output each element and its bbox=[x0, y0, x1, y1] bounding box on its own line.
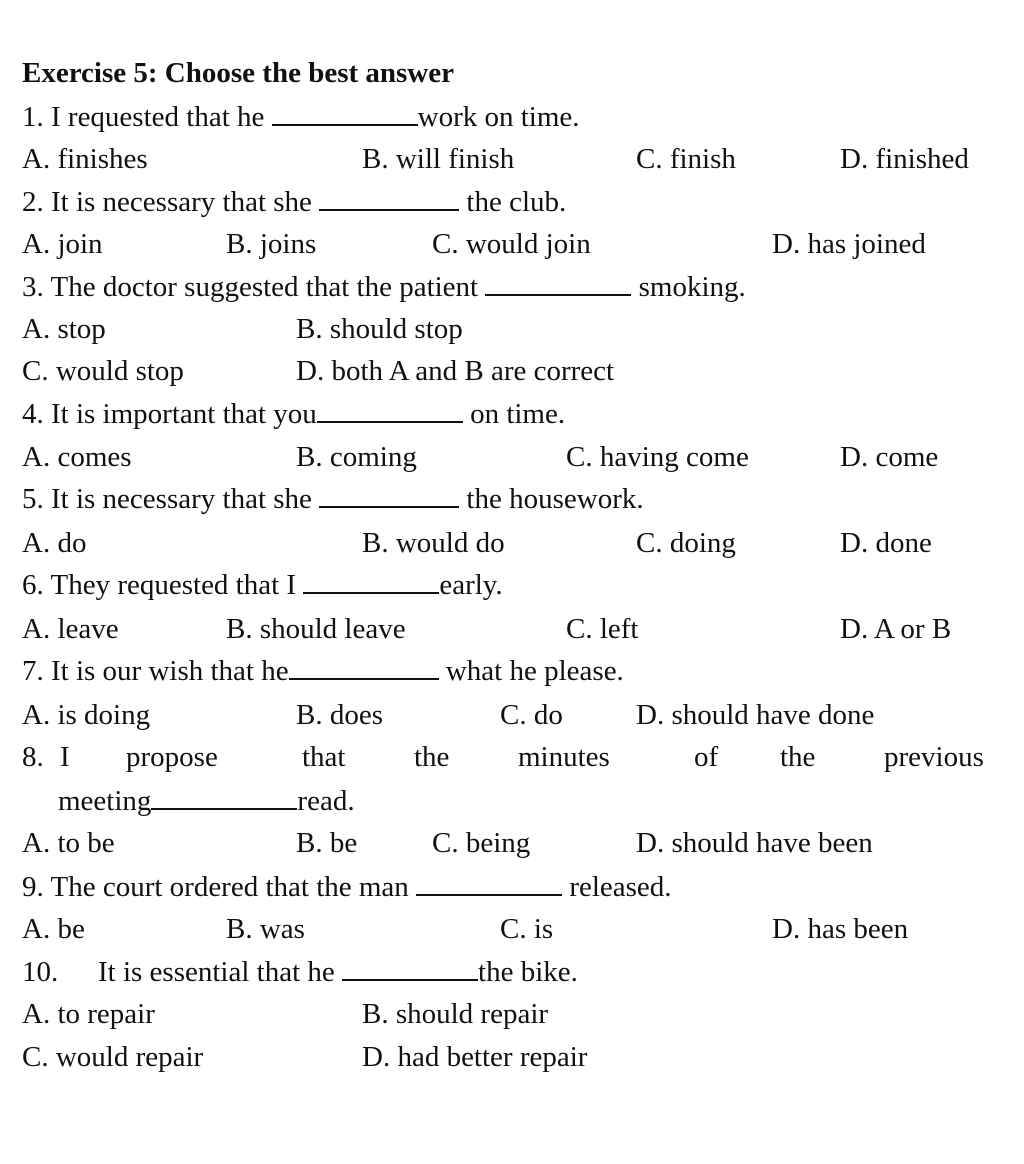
option-10d: D. had better repair bbox=[362, 1041, 588, 1073]
option-2b: B. joins bbox=[226, 228, 317, 260]
option-6b: B. should leave bbox=[226, 613, 406, 645]
question-8-word: that bbox=[302, 741, 346, 773]
option-8b: B. be bbox=[296, 827, 358, 859]
answer-blank bbox=[319, 185, 459, 211]
question-text: The court ordered that the man bbox=[50, 871, 417, 903]
question-text: They requested that I bbox=[50, 569, 304, 601]
option-6a: A. leave bbox=[22, 613, 119, 645]
question-number: 5. bbox=[22, 483, 44, 515]
answer-blank bbox=[317, 397, 463, 423]
answer-blank bbox=[319, 482, 459, 508]
answer-blank bbox=[485, 270, 631, 296]
question-9 bbox=[22, 870, 672, 904]
question-8-word: propose bbox=[126, 741, 218, 773]
option-10b: B. should repair bbox=[362, 998, 549, 1030]
option-4d: D. come bbox=[840, 441, 939, 473]
question-8-word: previous bbox=[884, 741, 984, 773]
answer-blank bbox=[272, 100, 418, 126]
answer-blank bbox=[303, 568, 439, 594]
option-5a: A. do bbox=[22, 527, 87, 559]
answer-blank bbox=[342, 955, 478, 981]
question-text: The doctor suggested that the patient bbox=[50, 271, 486, 303]
option-3d: D. both A and B are correct bbox=[296, 355, 615, 387]
answer-blank bbox=[151, 784, 297, 810]
question-text-end: the housework. bbox=[459, 483, 644, 515]
option-4c: C. having come bbox=[566, 441, 749, 473]
option-1d: D. finished bbox=[840, 143, 969, 175]
question-text: I requested that he bbox=[51, 101, 272, 133]
option-9d: D. has been bbox=[772, 913, 909, 945]
question-8-word: I bbox=[60, 741, 70, 773]
exercise-title: Exercise 5: Choose the best answer bbox=[22, 57, 454, 89]
option-4b: B. coming bbox=[296, 441, 417, 473]
question-8-word: the bbox=[780, 741, 816, 773]
option-4a: A. comes bbox=[22, 441, 132, 473]
question-text-end: smoking. bbox=[631, 271, 746, 303]
option-10a: A. to repair bbox=[22, 998, 155, 1030]
question-text-end: early. bbox=[439, 569, 503, 601]
question-text: It is necessary that she bbox=[51, 186, 320, 218]
option-3c: C. would stop bbox=[22, 355, 184, 387]
option-7b: B. does bbox=[296, 699, 383, 731]
option-7c: C. do bbox=[500, 699, 563, 731]
option-8c: C. being bbox=[432, 827, 531, 859]
option-7d: D. should have done bbox=[636, 699, 875, 731]
question-8-word: of bbox=[694, 741, 719, 773]
question-4 bbox=[22, 397, 565, 431]
question-number: 3. bbox=[22, 271, 44, 303]
option-1a: A. finishes bbox=[22, 143, 148, 175]
option-8a: A. to be bbox=[22, 827, 115, 859]
option-9c: C. is bbox=[500, 913, 554, 945]
question-text-end: on time. bbox=[462, 398, 566, 430]
answer-blank bbox=[416, 870, 562, 896]
question-8-number: 8. bbox=[22, 741, 44, 773]
question-text-end: what he please. bbox=[438, 655, 624, 687]
question-text-end: the bike. bbox=[478, 956, 578, 988]
question-8-word: the bbox=[414, 741, 450, 773]
question-text: It is our wish that he bbox=[51, 655, 289, 687]
question-7 bbox=[22, 654, 624, 688]
option-2a: A. join bbox=[22, 228, 103, 260]
option-6d: D. A or B bbox=[840, 613, 952, 645]
question-5 bbox=[22, 482, 644, 516]
question-text: It is necessary that she bbox=[51, 483, 320, 515]
question-number: 4. bbox=[22, 398, 44, 430]
question-number: 10. bbox=[22, 956, 59, 988]
question-3 bbox=[22, 270, 746, 304]
option-2c: C. would join bbox=[432, 228, 591, 260]
option-8d: D. should have been bbox=[636, 827, 873, 859]
question-6 bbox=[22, 568, 503, 602]
question-8-continued bbox=[58, 784, 355, 818]
answer-blank bbox=[289, 654, 439, 680]
question-number: 2. bbox=[22, 186, 44, 218]
option-5b: B. would do bbox=[362, 527, 505, 559]
option-9b: B. was bbox=[226, 913, 305, 945]
question-number: 6. bbox=[22, 569, 44, 601]
option-6c: C. left bbox=[566, 613, 639, 645]
question-1 bbox=[22, 100, 580, 134]
question-text: It is important that you bbox=[51, 398, 317, 430]
question-8-word: minutes bbox=[518, 741, 610, 773]
option-2d: D. has joined bbox=[772, 228, 926, 260]
question-10 bbox=[22, 955, 578, 989]
option-1c: C. finish bbox=[636, 143, 736, 175]
option-3a: A. stop bbox=[22, 313, 106, 345]
option-1b: B. will finish bbox=[362, 143, 515, 175]
option-10c: C. would repair bbox=[22, 1041, 204, 1073]
option-3b: B. should stop bbox=[296, 313, 463, 345]
question-text-end: the club. bbox=[459, 186, 567, 218]
question-text-end: released. bbox=[562, 871, 672, 903]
option-5d: D. done bbox=[840, 527, 932, 559]
question-number: 7. bbox=[22, 655, 44, 687]
option-9a: A. be bbox=[22, 913, 85, 945]
question-text: It is essential that he bbox=[98, 956, 343, 988]
question-2 bbox=[22, 185, 566, 219]
option-5c: C. doing bbox=[636, 527, 736, 559]
question-number: 9. bbox=[22, 871, 44, 903]
question-number: 1. bbox=[22, 101, 44, 133]
question-text: meeting bbox=[58, 785, 152, 817]
question-text-end: work on time. bbox=[417, 101, 580, 133]
option-7a: A. is doing bbox=[22, 699, 151, 731]
question-text-end: read. bbox=[297, 785, 355, 817]
